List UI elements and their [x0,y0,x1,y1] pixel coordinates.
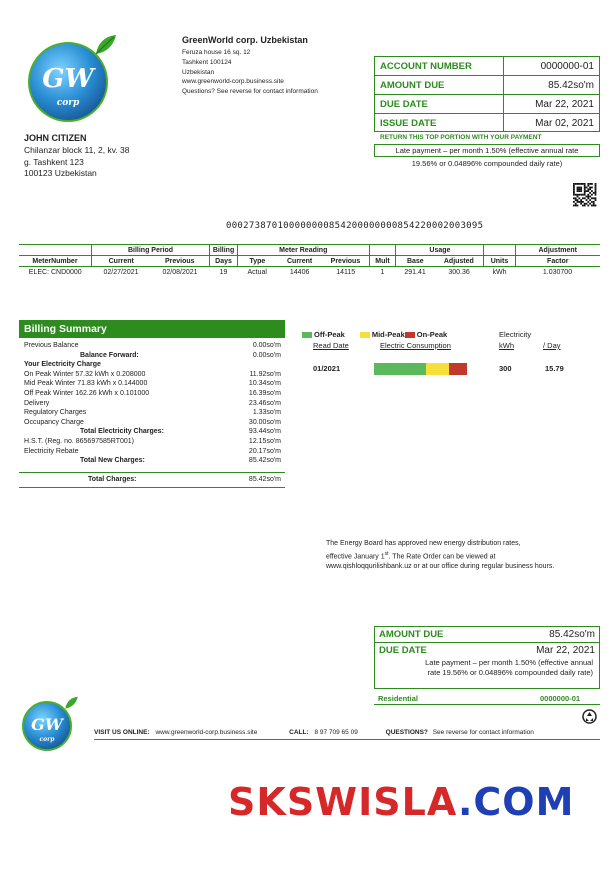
account-row-label: ISSUE DATE [380,118,437,129]
chart-bar-segment-mid-peak [426,363,449,375]
table-cell: 1.030700 [542,268,573,276]
legend-item [405,330,447,339]
company-logo [28,34,118,124]
billing-row-label: On Peak Winter 57.32 kWh x 0.208000 [24,370,146,378]
return-note: RETURN THIS TOP PORTION WITH YOUR PAYMENT [380,134,542,141]
billing-row [24,379,281,389]
billing-row-value: 12.15so'm [248,437,281,445]
company-info [182,35,318,97]
billing-row-label: Total Electricity Charges: [80,428,164,436]
billing-row [24,437,281,447]
meter-column-header: Factor [515,256,600,267]
company-address-line: Uzbekistan [182,68,215,76]
meter-column-header: Current [277,256,323,267]
meter-column-header: Type [238,256,277,267]
notice-line2-pre: effective January 1 [326,553,385,561]
meter-column-header: Units [484,256,515,267]
chart-header-kwh: kWh [499,341,514,350]
scan-line-number: 000273870100000000854200000000854220002003095 [226,221,484,231]
billing-row [24,427,281,437]
chart-per-day-value: 15.79 [545,364,564,373]
table-cell: 14406 [289,268,310,276]
company-address-line: Feruza house 16 sq. 12 [182,49,251,56]
group-billing-period: Billing Period [91,245,209,256]
stub-due-label: DUE DATE [379,645,427,656]
table-cell: Actual [247,268,267,276]
chart-bar-segment-off-peak [374,363,426,375]
late-payment-line2: 19.56% or 0.04896% compounded daily rate) [411,159,563,168]
legend-swatch [360,332,370,338]
table-row [19,267,600,278]
chart-header-read-date: Read Date [313,341,349,350]
legend-swatch [302,332,312,338]
company-address-line: www.greenworld-corp.business.site [182,78,284,86]
stub-amount-label: AMOUNT DUE [379,629,444,640]
customer-block [24,133,130,180]
customer-address [24,145,130,180]
footer-call-label: CALL: [289,729,309,736]
billing-row [24,399,281,409]
chart-read-date: 01/2021 [313,364,341,373]
billing-row-value: 10.34so'm [248,380,281,388]
chart-bar-segment-on-peak [449,363,467,375]
meter-column-header: MeterNumber [19,256,91,267]
billing-row-label: Your Electricity Charge [24,361,101,369]
meter-column-header: Base [396,256,434,267]
account-row-value: 0000000-01 [540,60,594,72]
late-payment-line1: Late payment – per month 1.50% (effective annual rate [395,146,579,155]
billing-row-value: 11.92so'm [249,370,281,378]
account-box [374,56,600,132]
billing-row-value: 20.17so'm [248,447,281,455]
legend-label: Off-Peak [314,330,345,339]
billing-row-value: 30.00so'm [248,418,281,426]
recycle-icon [582,709,597,724]
billing-row-label: Regulatory Charges [24,409,87,417]
legend-label: On-Peak [416,330,448,339]
account-row [375,114,599,133]
company-address [182,48,318,97]
payment-stub [374,626,600,689]
billing-row [24,360,281,370]
total-charges-value: 85.42so'm [248,475,281,483]
meter-column-header: Adjusted [434,256,484,267]
billing-row-label: Previous Balance [24,342,79,349]
rate-notice [326,539,554,572]
chart-header-electricity: Electricity [499,330,532,339]
account-row [375,95,599,114]
billing-row [24,351,281,361]
account-row-label: DUE DATE [380,98,428,110]
account-row-value: Mar 22, 2021 [535,98,594,110]
meter-table [19,244,600,278]
billing-row-label: Delivery [24,399,50,407]
billing-row-label: Balance Forward: [80,351,139,359]
group-usage: Usage [396,245,484,256]
table-cell: 19 [219,268,228,276]
meter-column-header: Mult [369,256,396,267]
table-cell: 291.41 [404,268,426,276]
footer-questions-value: See reverse for contact information [432,729,534,736]
chart-legend [302,330,447,339]
footer-visit-link[interactable]: www.greenworld-corp.business.site [155,729,258,736]
logo-small-sub: corp [39,736,55,743]
notice-line1: The Energy Board has approved new energy distribution rates, [326,540,521,547]
billing-row-label: Electricity Rebate [24,447,79,455]
company-address-line: Questions? See reverse for contact information [182,88,318,96]
logo-small-initials: GW [31,715,63,734]
account-row-label: AMOUNT DUE [380,79,445,91]
footer-visit-label: VISIT US ONLINE: [94,729,150,736]
meter-column-header: Previous [151,256,210,267]
billing-summary [19,320,285,488]
table-cell: kWh [492,268,507,276]
stub-late-line2: rate 19.56% or 0.04896% compounded daily rate) [427,668,593,677]
billing-row [24,370,281,380]
billing-row [24,418,281,428]
chart-header-consumption: Electric Consumption [380,341,451,350]
table-cell: 1 [380,268,385,276]
stub-late-line1: Late payment – per month 1.50% (effective annual [425,658,593,667]
billing-row-label: Off Peak Winter 162.26 kWh x 0.101000 [24,389,150,397]
table-cell: 300.36 [448,268,470,276]
stub-account: 0000000-01 [540,694,581,703]
billing-row [24,389,281,399]
account-row-label: ACCOUNT NUMBER [380,60,472,72]
logo-sub: corp [56,98,80,108]
account-row [375,76,599,95]
legend-item [360,330,405,339]
stub-due-value: Mar 22, 2021 [536,645,595,656]
stub-amount-value: 85.42so'm [549,629,595,640]
stub-type: Residential [378,694,419,703]
customer-address-line: 100123 Uzbekistan [24,168,97,178]
billing-row-value: 93.44so'm [248,428,281,436]
qr-code-icon [573,183,597,207]
footer-call-value: 8 97 709 65 09 [314,729,358,736]
meter-column-header: Current [91,256,150,267]
chart-header-per-day: / Day [543,341,561,350]
footer-questions-label: QUESTIONS? [385,729,428,736]
customer-name: JOHN CITIZEN [24,133,87,143]
billing-row-label: Mid Peak Winter 71.83 kWh x 0.144000 [24,380,148,388]
billing-row-value: 16.39so'm [248,389,281,397]
billing-row-label: Total New Charges: [80,457,145,465]
billing-row-value: 85.42so'm [248,457,281,465]
group-meter-reading: Meter Reading [238,245,370,256]
meter-column-header: Previous [322,256,369,267]
table-cell: 02/08/2021 [162,268,198,276]
late-payment-box [374,144,600,157]
billing-row-label: H.S.T. (Reg. no. 865697585RT001) [24,437,134,445]
chart-kwh-value: 300 [499,364,512,373]
billing-row-value: 1.33so'm [252,409,281,417]
footer-bar [94,729,600,736]
account-row-value: Mar 02, 2021 [535,118,594,129]
billing-row [24,341,281,351]
group-adjustment: Adjustment [515,245,600,256]
leaf-icon [94,34,118,56]
notice-line3: www.qishloqqurilishbank.uz or at our office during regular business hours. [326,563,555,571]
billing-row-label: Occupancy Charge [24,418,84,426]
customer-address-line: Chilanzar block 11, 2, kv. 38 [24,145,130,155]
watermark-part2: .COM [457,780,575,824]
account-row-value: 85.42so'm [548,79,594,91]
table-cell: ELEC: CND0000 [28,268,82,276]
billing-row [24,456,281,466]
table-cell: 02/27/2021 [103,268,139,276]
customer-address-line: g. Tashkent 123 [24,156,84,167]
legend-item [302,330,345,339]
billing-summary-title: Billing Summary [19,320,285,338]
leaf-icon-small [64,696,79,710]
company-name: GreenWorld corp. Uzbekistan [182,35,308,45]
legend-label: Mid-Peak [371,330,405,339]
notice-line2-post: . The Rate Order can be viewed at [388,553,496,561]
company-address-line: Tashkent 100124 [182,58,232,66]
billing-row-value: 23.46so'm [248,399,281,407]
meter-column-header: Days [210,256,238,267]
legend-swatch [405,332,415,338]
watermark [228,780,574,824]
total-charges-label: Total Charges: [88,475,137,483]
company-logo-small [22,696,78,752]
consumption-chart [302,328,582,378]
billing-row-value: 0.00so'm [252,342,281,349]
watermark-part1: SKSWISLA [228,780,458,824]
account-row [375,57,599,76]
group-billing: Billing [210,245,238,256]
notice-line2-sup: st [384,551,389,557]
billing-row [24,408,281,418]
table-cell: 14115 [336,268,356,276]
logo-initials: GW [42,64,94,94]
billing-row-value: 0.00so'm [252,351,281,359]
billing-row [24,447,281,457]
